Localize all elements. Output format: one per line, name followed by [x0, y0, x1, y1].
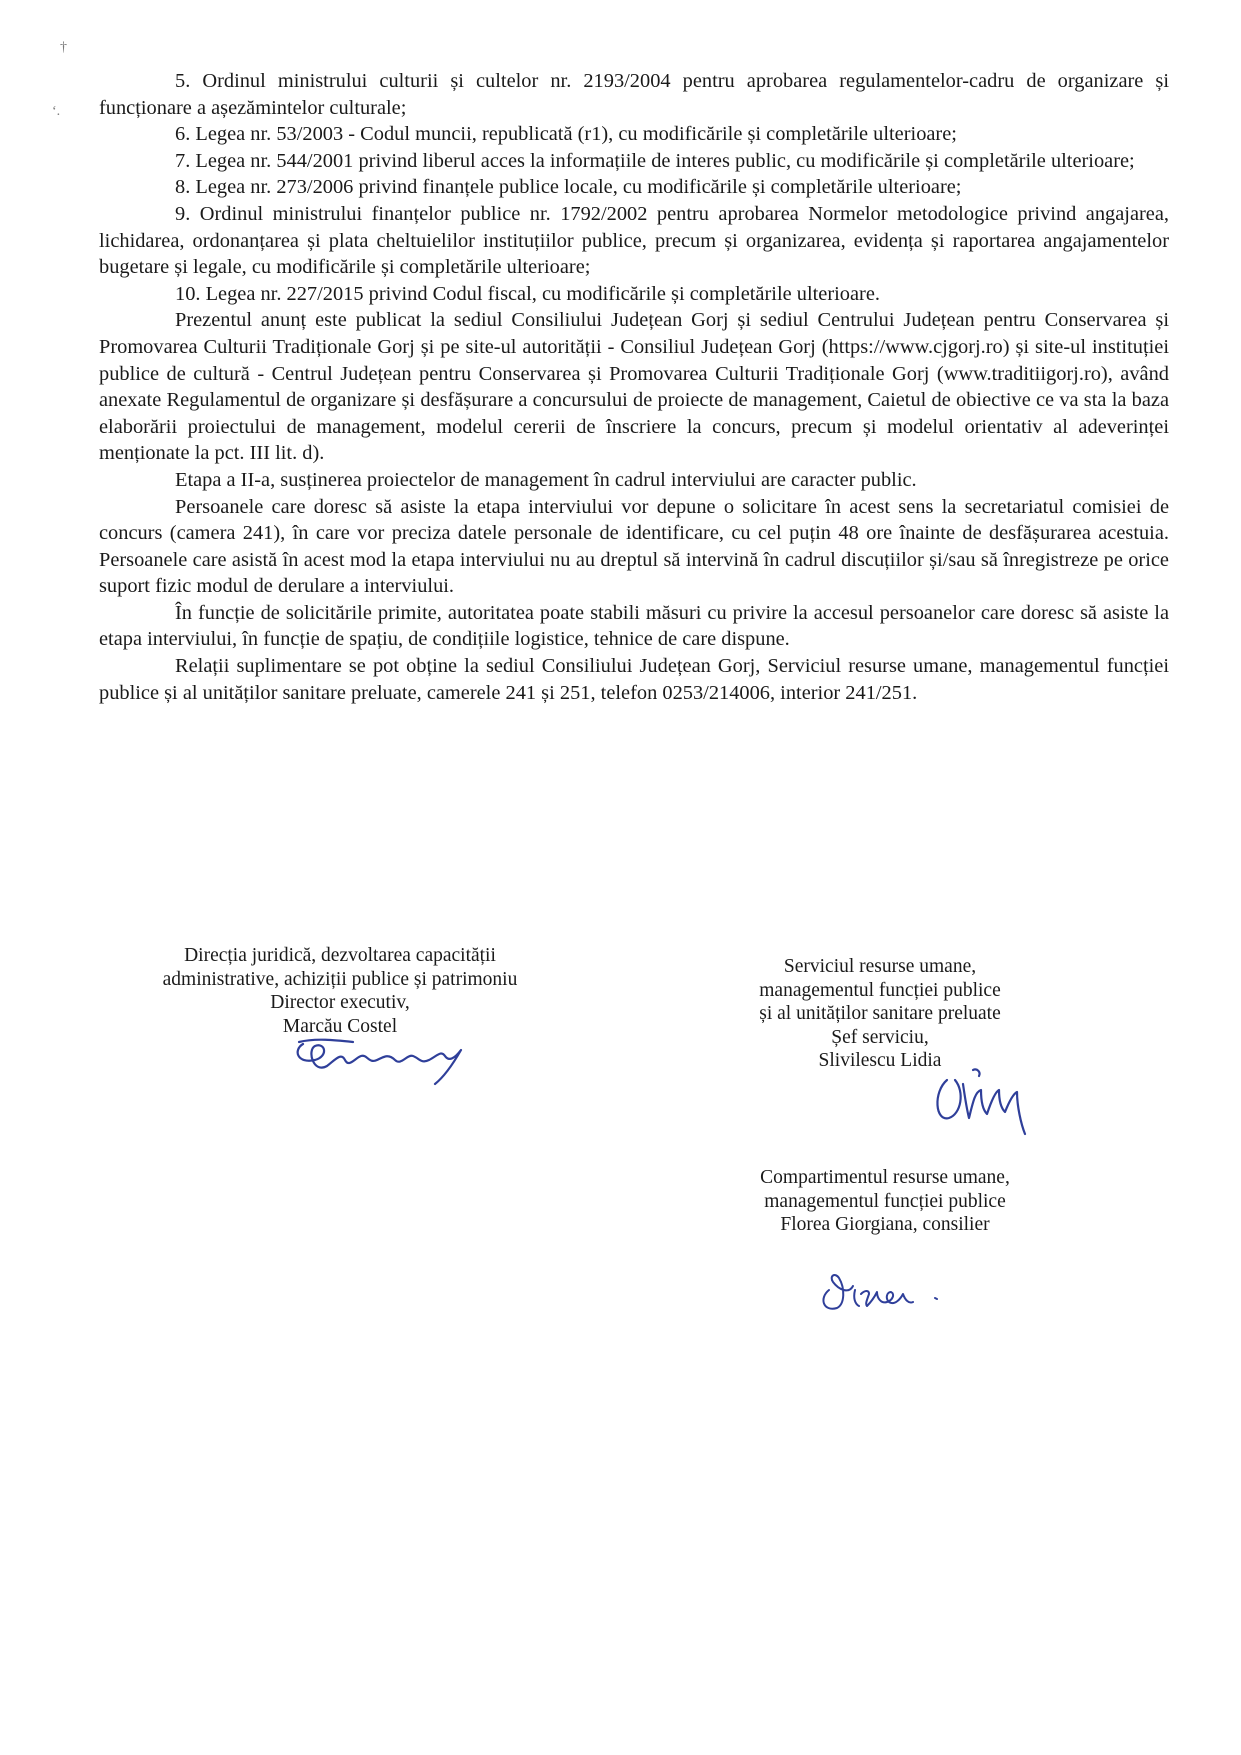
signatory-department: Serviciul resurse umane, — [783, 956, 977, 977]
paragraph: Etapa a II-a, susținerea proiectelor de management în cadrul interviului are caracter public. — [175, 468, 917, 491]
signatory-name: Florea Giorgiana, consilier — [780, 1214, 990, 1236]
document-body — [99, 68, 1169, 706]
paragraph: 8. Legea nr. 273/2006 privind finanțele publice locale, cu modificările și completările ulterioare; — [175, 176, 962, 199]
signatory-right-bottom — [695, 1166, 1075, 1237]
paragraph: 6. Legea nr. 53/2003 - Codul muncii, republicată (r1), cu modificările și completările ulterioare; — [175, 123, 957, 146]
signatory-name: Marcău Costel — [282, 1015, 398, 1037]
signatory-role: Director executiv, — [270, 992, 410, 1014]
signature-left — [285, 1030, 485, 1090]
signatory-department: administrative, achiziții publice și patrimoniu — [162, 968, 518, 990]
paragraph: 7. Legea nr. 544/2001 privind liberul acces la informațiile de interes public, cu modificările și completările ulterioare; — [175, 149, 1135, 172]
signatory-role: Șef serviciu, — [831, 1026, 929, 1048]
scan-artifact: ‘. — [52, 104, 61, 119]
signatory-department: Direcția juridică, dezvoltarea capacității — [184, 945, 496, 966]
paragraph: 9. Ordinul ministrului finanțelor publice nr. 1792/2002 pentru aprobarea Normelor metodologice privind angajarea, lichidarea, ordonanțarea și plata cheltuielilor instituțiilor publice, precum și organizarea, evidența și raportarea angajamentelor bugetare și legale, cu modificările și completările ulterioare; — [99, 202, 1169, 279]
paragraph: Persoanele care doresc să asiste la etapa interviului vor depune o solicitare în acest sens la secretariatul comisiei de concurs (camera 241), în care vor preciza datele personale de identificare, cu cel puțin 48 ore înainte de desfășurarea acestuia. Persoanele care asistă în acest mod la etapa interviului nu au dreptul să intervină în cadrul discuțiilor și/sau să înregistreze pe orice suport fizic modul de derulare a interviului. — [99, 495, 1169, 598]
signatory-left — [120, 944, 560, 1038]
paragraph: În funcție de solicitările primite, autoritatea poate stabili măsuri cu privire la accesul persoanelor care doresc să asiste la etapa interviului, în funcție de spațiu, de condițiile logistice, tehnice de care dispune. — [99, 601, 1169, 651]
scan-artifact: † — [60, 40, 67, 55]
paragraph: Relații suplimentare se pot obține la sediul Consiliului Județean Gorj, Serviciul resurse umane, managementul funcției publice și al unităților sanitare preluate, camerele 241 și 251, telefon 0253/214006, interior 241/251. — [99, 655, 1169, 704]
signatory-department: managementul funcției publice — [764, 1190, 1006, 1212]
signature-right-top — [925, 1062, 1045, 1142]
paragraph: Prezentul anunț este publicat la sediul Consiliului Județean Gorj și sediul Centrului Județean pentru Conservarea și Promovarea Culturii Tradiționale Gorj și pe site-ul autorității - Consiliul Județean Gorj (https://www.cjgorj.ro) și site-ul instituției publice de cultură - Centrul Județean pentru Conservarea și Promovarea Culturii Tradiționale Gorj (www.traditiigorj.ro), având anexate Regulamentul de organizare și desfășurare a concursului de proiecte de management, Caietul de obiective ce va sta la baza elaborării proiectului de management, modelul cererii de înscriere la concurs, precum și modelul orientativ al adeverinței menționate la pct. III lit. d). — [99, 309, 1169, 465]
signature-right-bottom — [815, 1268, 955, 1318]
signatory-department: Compartimentul resurse umane, — [760, 1167, 1010, 1188]
signatory-right-top — [710, 955, 1050, 1073]
signatory-name: Slivilescu Lidia — [818, 1050, 942, 1072]
paragraph: 5. Ordinul ministrului culturii și cultelor nr. 2193/2004 pentru aprobarea regulamentelor-cadru de organizare și funcționare a așezămintelor culturale; — [99, 70, 1169, 119]
signatory-department: managementul funcției publice — [759, 979, 1001, 1001]
paragraph: 10. Legea nr. 227/2015 privind Codul fiscal, cu modificările și completările ulterioare. — [175, 282, 880, 305]
signatory-department: și al unităților sanitare preluate — [759, 1003, 1001, 1025]
